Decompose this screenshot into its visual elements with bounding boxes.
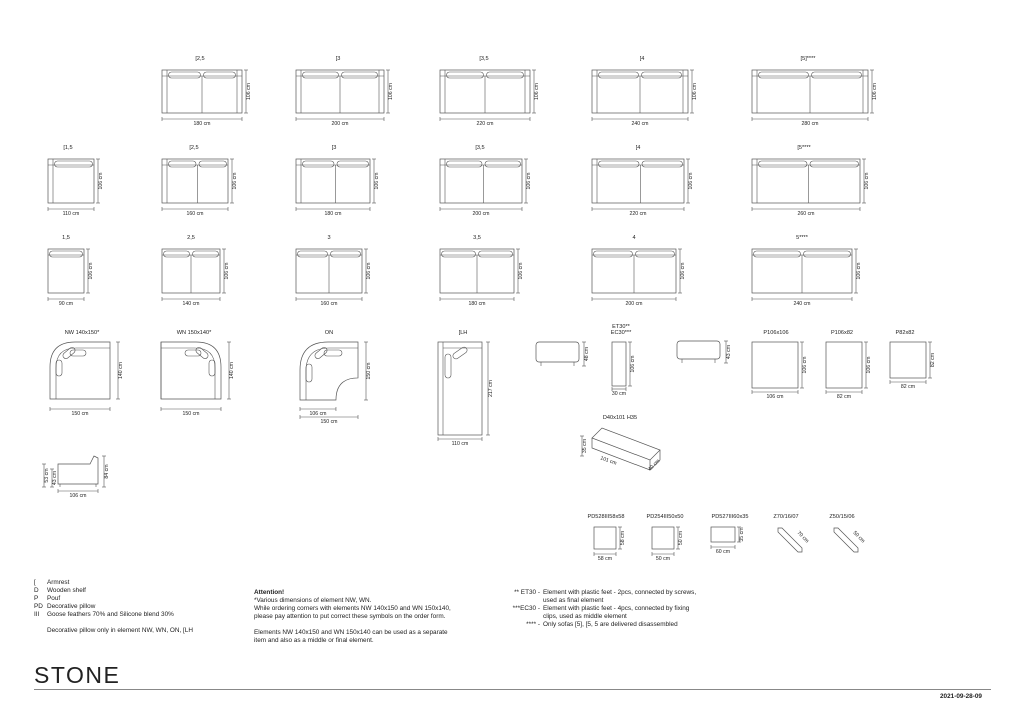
width-label: 240 cm <box>793 301 811 307</box>
pouf-module <box>890 330 936 390</box>
width-label: 200 cm <box>625 301 643 307</box>
depth-label: 40 cm <box>647 458 662 473</box>
sofa-module <box>752 145 870 217</box>
back-cushion <box>636 251 675 257</box>
depth-label: 106 cm <box>232 172 238 190</box>
width-label: 160 cm <box>186 211 204 217</box>
sofa-module <box>440 56 540 127</box>
depth-label: 106 cm <box>688 172 694 190</box>
depth-label: 106 cm <box>630 355 636 373</box>
depth-label: 106 cm <box>246 82 252 101</box>
module-label: ET30** <box>612 324 630 330</box>
length-label: 50 cm <box>851 530 866 545</box>
legend-row <box>34 603 193 611</box>
legend-note-row <box>34 627 193 635</box>
sofa-module <box>296 56 394 127</box>
length-label: 101 cm <box>599 455 618 467</box>
sofa-module <box>752 235 862 307</box>
legend-code: III <box>34 611 40 619</box>
back-cushion <box>55 161 93 167</box>
module-label: NW 140x150* <box>64 330 100 336</box>
depth-label: 106 cm <box>98 172 104 190</box>
width-label: 90 cm <box>58 301 74 307</box>
depth-label: 35 cm <box>582 438 588 454</box>
sofa-module <box>48 145 104 217</box>
sofa-module <box>162 145 238 217</box>
module-label: PD527III60x35 <box>711 514 749 520</box>
sofa-module <box>296 235 372 307</box>
note-row <box>508 621 768 629</box>
sofa-module <box>592 56 698 127</box>
element-side <box>677 341 732 363</box>
depth-label: 106 cm <box>866 356 872 374</box>
back-cushion <box>804 251 851 257</box>
element-outline <box>677 341 720 359</box>
side-view <box>42 456 110 499</box>
pillow-module <box>711 514 749 555</box>
depth-label: 106 cm <box>864 172 870 190</box>
depth-label: 106 cm <box>388 82 394 101</box>
back-cushion <box>298 251 328 257</box>
pouf-outline <box>890 342 926 378</box>
legend-text: Armrest <box>47 579 70 586</box>
legend-code: P <box>34 595 39 603</box>
pillow-module <box>646 514 684 562</box>
back-cushion <box>303 161 335 167</box>
width-label: 240 cm <box>631 121 649 127</box>
depth-label: 217 cm <box>488 379 494 398</box>
corner-module <box>50 330 124 417</box>
width-label: 150 cm <box>71 411 89 417</box>
pouf-module <box>752 330 808 400</box>
module-label: Z50/15/06 <box>829 514 855 520</box>
sofa-module <box>440 235 524 307</box>
width-label: 220 cm <box>629 211 647 217</box>
attention-block <box>254 589 494 646</box>
module-label: [5**** <box>797 145 811 151</box>
legend-text: Pouf <box>47 595 61 603</box>
back-cushion <box>485 161 521 167</box>
depth-label: 106 cm <box>872 82 878 101</box>
wooden-shelf <box>580 415 661 472</box>
module-label: PD528III58x58 <box>587 514 625 520</box>
pouf-outline <box>752 342 798 388</box>
module-label: D40x101 H35 <box>602 415 638 421</box>
back-cushion <box>306 364 312 382</box>
note-text: Only sofas [5], [5, 5 are delivered disassembled <box>543 621 678 629</box>
module-label: [3 <box>335 56 341 62</box>
decorative-pillow <box>314 346 329 360</box>
back-cushion <box>447 161 483 167</box>
side-outline <box>58 456 98 484</box>
back-cushion <box>594 251 633 257</box>
module-label: [1,5 <box>63 145 73 151</box>
width-label: 260 cm <box>797 211 815 217</box>
attention-line: While ordering corners with elements NW 140x150 and WN 150x140, <box>254 605 451 613</box>
sofa-outline <box>296 159 370 203</box>
note-row <box>508 605 768 613</box>
width-label: 220 cm <box>476 121 494 127</box>
width-label: 160 cm <box>320 301 338 307</box>
legend-row <box>34 579 193 587</box>
width-label: 180 cm <box>468 301 486 307</box>
document-date: 2021-09-28-09 <box>940 693 982 700</box>
back-cushion <box>642 161 683 167</box>
back-cushion <box>164 251 190 257</box>
note-text: Element with plastic feet - 2pcs, connected by screws, <box>543 589 697 596</box>
depth-label: 150 cm <box>366 362 372 380</box>
depth-label: 106 cm <box>692 82 698 101</box>
back-cushion <box>331 251 361 257</box>
sofa-outline <box>162 159 228 203</box>
length-label: 70 cm <box>795 530 810 545</box>
legend-text: Goose feathers 70% and Silicone blend 30% <box>47 611 174 619</box>
pouf-outline <box>826 342 862 388</box>
sofa-module <box>752 56 878 127</box>
sofa-module <box>440 145 532 217</box>
module-label: [3 <box>331 145 337 151</box>
module-label: [3,5 <box>475 145 485 151</box>
decorative-pillow <box>62 346 77 360</box>
pillow-outline <box>711 527 735 542</box>
back-cushion <box>70 350 86 356</box>
corner-outline <box>161 342 221 399</box>
module-label: P106x106 <box>763 330 789 336</box>
footer-divider <box>34 689 991 690</box>
note-text: used as final element <box>543 597 604 605</box>
module-label: Z70/16/07 <box>773 514 799 520</box>
back-cushion <box>185 350 201 356</box>
backrest-line <box>56 348 110 399</box>
depth-label: 58 cm <box>620 530 626 546</box>
back-cushion <box>479 251 513 257</box>
back-cushion <box>337 161 369 167</box>
module-label: 3,5 <box>473 235 481 241</box>
note-text: clips, used as middle element <box>543 613 627 621</box>
element-outline <box>612 342 626 386</box>
module-label: ON <box>324 330 334 336</box>
width-label: 58 cm <box>597 556 613 562</box>
depth-label: 43 cm <box>726 344 732 360</box>
note-key: ** ET30 - <box>514 589 540 596</box>
back-cushion <box>169 161 197 167</box>
depth-label: 106 cm <box>88 262 94 280</box>
module-label: [5]**** <box>800 56 816 62</box>
attention-line: Elements NW 140x150 and WN 150x140 can be used as a separate <box>254 629 448 637</box>
element-outline <box>536 342 579 362</box>
chaise-module <box>438 330 494 447</box>
back-cushion <box>642 72 682 78</box>
legend-text: Decorative pillow <box>47 603 96 611</box>
width-label: 110 cm <box>62 211 80 217</box>
sofa-module <box>296 145 380 217</box>
width-label: 106 cm <box>766 394 784 400</box>
depth-label: 106 cm <box>856 262 862 280</box>
note-key: ***EC30 - <box>512 605 540 613</box>
pillow-outline <box>594 527 616 549</box>
width-label: 60 cm <box>715 549 731 555</box>
module-label: [2,5 <box>195 56 205 62</box>
back-cushion <box>447 72 484 78</box>
back-cushion <box>754 251 801 257</box>
module-label: [LH <box>458 330 468 336</box>
back-cushion <box>759 72 809 78</box>
corner-outline <box>50 342 110 399</box>
sofa-module <box>592 145 694 217</box>
module-label: 4 <box>632 235 636 241</box>
legend-row <box>34 595 193 603</box>
corner-module <box>300 330 372 425</box>
depth-label: 48 cm <box>584 346 590 362</box>
back-cushion <box>810 161 859 167</box>
attention-title: Attention! <box>254 589 285 596</box>
back-cushion <box>599 161 640 167</box>
width-label: 82 cm <box>836 394 852 400</box>
back-cushion <box>759 161 808 167</box>
module-label: [4 <box>639 56 645 62</box>
width-label: 150 cm <box>182 411 200 417</box>
sofa-module <box>48 235 94 307</box>
element-side <box>536 342 590 366</box>
module-label: [3,5 <box>479 56 489 62</box>
sofa-module <box>592 235 686 307</box>
depth-label: 140 cm <box>229 361 235 380</box>
width-label: 200 cm <box>472 211 490 217</box>
module-label: P82x82 <box>895 330 915 336</box>
width-label: 180 cm <box>324 211 342 217</box>
depth-label: 106 cm <box>366 262 372 280</box>
width-label: 106 cm <box>309 411 327 417</box>
width-label: 280 cm <box>801 121 819 127</box>
module-label: PD254III50x50 <box>646 514 684 520</box>
back-cushion <box>487 72 524 78</box>
back-cushion <box>442 251 476 257</box>
depth-label: 106 cm <box>526 172 532 190</box>
legend-code: PD <box>34 603 43 611</box>
module-label: WN 150x140* <box>176 330 212 336</box>
corner-module <box>161 330 235 417</box>
width-label: 140 cm <box>182 301 200 307</box>
module-label: 1,5 <box>62 235 70 241</box>
note-key: **** - <box>526 621 540 629</box>
depth-label: 106 cm <box>224 262 230 280</box>
note-row <box>508 613 768 621</box>
sofa-module <box>162 56 252 127</box>
pouf-module <box>826 330 872 400</box>
legend-code: [ <box>34 579 36 586</box>
module-label: [2,5 <box>189 145 199 151</box>
notes-block <box>508 589 768 629</box>
note-text: Element with plastic feet - 4pcs, connected by fixing <box>543 605 690 613</box>
legend-text: Wooden shelf <box>47 587 86 595</box>
legend-code: D <box>34 587 39 595</box>
back-cushion <box>204 72 236 78</box>
pillow-module <box>587 514 626 562</box>
legend-row <box>34 611 193 619</box>
module-label: 5**** <box>796 235 808 241</box>
note-row <box>508 589 768 597</box>
attention-line: please pay attention to put correct these symbols on the order form. <box>254 613 446 621</box>
sofa-outline <box>592 159 684 203</box>
sofa-module <box>162 235 230 307</box>
sofa-outline <box>440 159 522 203</box>
pillow-module <box>773 514 809 552</box>
back-cushion <box>599 72 639 78</box>
depth-label: 84 cm <box>104 464 110 479</box>
sofa-outline <box>48 249 84 293</box>
back-cushion <box>303 72 339 78</box>
depth-label: 140 cm <box>118 361 124 380</box>
element-et30 <box>611 324 636 397</box>
legend-note: Decorative pillow only in element NW, WN, ON, [LH <box>47 627 193 635</box>
back-cushion <box>169 72 201 78</box>
back-cushion <box>56 360 62 376</box>
pillow-outline <box>652 527 674 549</box>
backrest-line <box>161 348 215 399</box>
depth-label: 106 cm <box>802 356 808 374</box>
chaise-outline <box>438 342 482 435</box>
depth-label: 50 cm <box>678 530 684 546</box>
width-label: 82 cm <box>900 384 916 390</box>
back-cushion <box>342 72 378 78</box>
depth-label: 43 cm <box>52 470 58 486</box>
module-label: P106x82 <box>830 330 854 336</box>
depth-label: 106 cm <box>374 172 380 190</box>
module-label: 3 <box>327 235 331 241</box>
width-label: 30 cm <box>611 391 627 397</box>
depth-label: 106 cm <box>680 262 686 280</box>
width-label: 150 cm <box>320 419 338 425</box>
pillow-module <box>829 514 865 552</box>
back-cushion <box>812 72 862 78</box>
legend <box>34 579 193 636</box>
width-label: 106 cm <box>69 493 87 499</box>
module-label: EC30*** <box>610 330 632 336</box>
back-cushion <box>445 354 451 378</box>
sofa-outline <box>752 159 860 203</box>
depth-label: 106 cm <box>534 82 540 101</box>
width-label: 180 cm <box>193 121 211 127</box>
decorative-pillow <box>195 346 210 360</box>
width-label: 110 cm <box>451 441 469 447</box>
back-cushion <box>324 350 342 356</box>
note-row <box>508 597 768 605</box>
back-cushion <box>193 251 219 257</box>
depth-label: 106 cm <box>518 262 524 280</box>
depth-label: 53 cm <box>44 468 50 483</box>
legend-row <box>34 587 193 595</box>
attention-line: item and also as a middle or final element. <box>254 637 374 645</box>
module-label: 2,5 <box>187 235 195 241</box>
module-label: [4 <box>635 145 641 151</box>
back-cushion <box>209 360 215 376</box>
depth-label: 35 cm <box>739 527 745 542</box>
attention-line: *Various dimensions of element NW, WN. <box>254 597 372 605</box>
corner-outline <box>300 342 358 400</box>
brand-name: STONE <box>34 662 121 688</box>
width-label: 200 cm <box>331 121 349 127</box>
depth-label: 82 cm <box>930 352 936 368</box>
back-cushion <box>199 161 227 167</box>
width-label: 50 cm <box>655 556 671 562</box>
back-cushion <box>50 251 83 257</box>
